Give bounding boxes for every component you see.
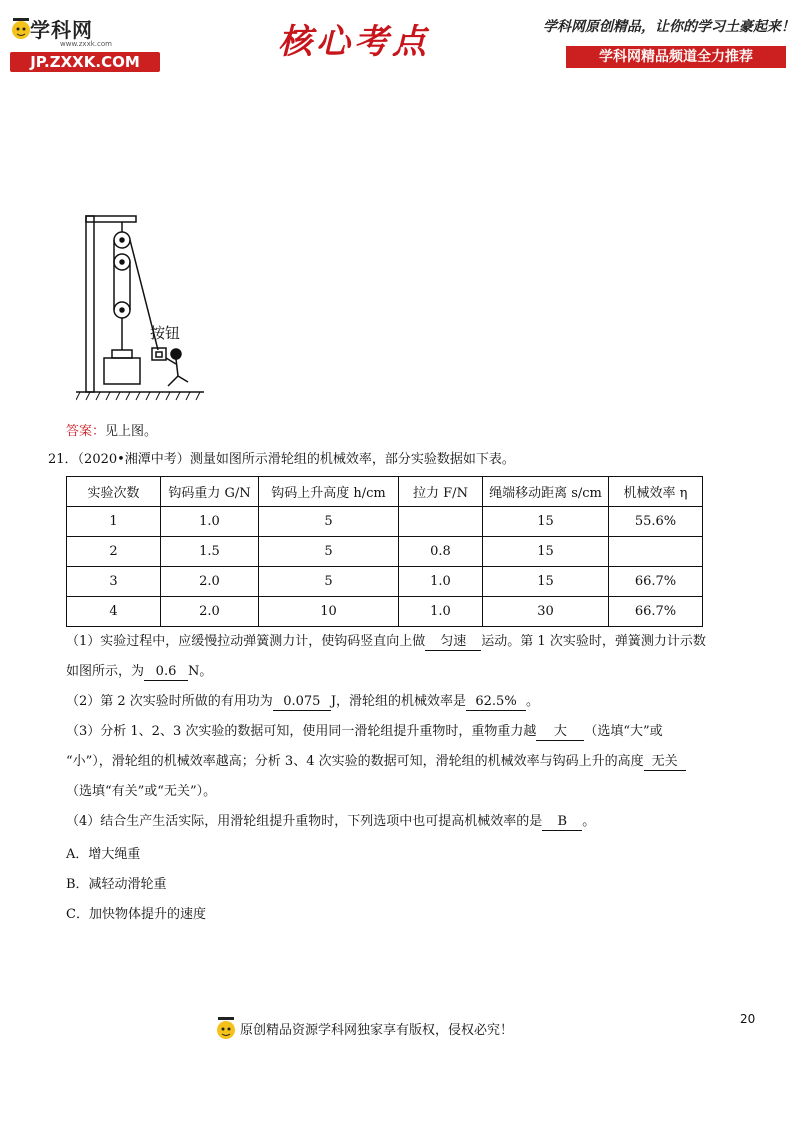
- table-header: 实验次数: [67, 477, 161, 507]
- answer-label: 答案：: [66, 424, 106, 439]
- table-cell: 1.0: [399, 567, 483, 597]
- logo-name: 学科网: [30, 18, 93, 42]
- question-text: 测量如图所示滑轮组的机械效率，部分实验数据如下表。: [189, 452, 515, 467]
- table-cell: [399, 507, 483, 537]
- table-cell: 15: [483, 537, 609, 567]
- table-cell: [609, 537, 703, 567]
- option-a: A．增大绳重: [66, 847, 141, 862]
- table-cell: 55.6%: [609, 507, 703, 537]
- part-text: 。: [526, 694, 540, 709]
- option-b: B．减轻动滑轮重: [66, 877, 167, 892]
- question-stem: [48, 451, 515, 469]
- footer-copyright: 原创精品资源学科网独家享有版权，侵权必究！: [240, 1023, 514, 1038]
- part-1-line-1: [66, 633, 706, 651]
- answer-text: 见上图。: [105, 424, 158, 439]
- part-text: 如图所示，为: [66, 664, 145, 679]
- pulley-diagram: [76, 210, 216, 408]
- option-c: C．加快物体提升的速度: [66, 907, 206, 922]
- table-cell: 1.5: [161, 537, 259, 567]
- table-cell: 5: [259, 507, 399, 537]
- table-cell: 4: [67, 597, 161, 627]
- part-2-line: [66, 693, 539, 711]
- answer-line: [66, 423, 157, 441]
- table-header: 机械效率 η: [609, 477, 703, 507]
- table-header: 拉力 F/N: [399, 477, 483, 507]
- table-header-row: [67, 477, 703, 507]
- header-title: 核心考点: [278, 22, 430, 62]
- part-text: 。: [582, 814, 596, 829]
- part-text: 运动。第 1 次实验时，弹簧测力计示数: [481, 634, 706, 649]
- answer-blank: 0.075: [273, 694, 331, 711]
- site-logo: [10, 14, 160, 72]
- table-cell: 10: [259, 597, 399, 627]
- part-text: （选填“有关”或“无关”）。: [66, 784, 217, 799]
- part-1-line-2: [66, 663, 212, 681]
- answer-blank: B: [542, 814, 582, 831]
- table-cell: 15: [483, 507, 609, 537]
- table-cell: 66.7%: [609, 567, 703, 597]
- part-text: （3）分析 1、2、3 次实验的数据可知，使用同一滑轮组提升重物时，重物重力越: [66, 724, 537, 739]
- table-cell: 3: [67, 567, 161, 597]
- question-source: （2020•湘潭中考）: [77, 452, 190, 467]
- table-cell: 1.0: [399, 597, 483, 627]
- table-cell: 5: [259, 537, 399, 567]
- part-3-line-2: [66, 753, 686, 771]
- answer-blank: 匀速: [425, 634, 481, 651]
- question-number: 21．: [48, 452, 78, 467]
- part-text: N。: [188, 664, 213, 679]
- answer-blank: 62.5%: [466, 694, 526, 711]
- part-4-line: [66, 813, 595, 831]
- table-row: [67, 597, 703, 627]
- header-slogan: 学科网原创精品，让你的学习土豪起来！: [543, 19, 795, 35]
- table-row: [67, 537, 703, 567]
- table-header: 钩码重力 G/N: [161, 477, 259, 507]
- data-table: [66, 476, 703, 627]
- table-header: 绳端移动距离 s/cm: [483, 477, 609, 507]
- table-cell: 2: [67, 537, 161, 567]
- logo-site: www.zxxk.com: [60, 40, 112, 48]
- part-text: （选填“大”或: [584, 724, 663, 739]
- table-cell: 30: [483, 597, 609, 627]
- table-cell: 0.8: [399, 537, 483, 567]
- table-row: [67, 567, 703, 597]
- button-label: 按钮: [150, 324, 181, 342]
- part-text: （4）结合生产生活实际，用滑轮组提升重物时，下列选项中也可提高机械效率的是: [66, 814, 543, 829]
- table-cell: 15: [483, 567, 609, 597]
- answer-blank: 大: [536, 724, 584, 741]
- page-number: 20: [740, 1012, 756, 1026]
- table-header: 钩码上升高度 h/cm: [259, 477, 399, 507]
- table-cell: 5: [259, 567, 399, 597]
- table-row: [67, 507, 703, 537]
- channel-banner: 学科网精品频道全力推荐: [566, 46, 786, 68]
- answer-blank: 无关: [644, 754, 686, 771]
- answer-blank: 0.6: [144, 664, 188, 681]
- logo-url[interactable]: JP.ZXXK.COM: [10, 52, 160, 72]
- table-cell: 1: [67, 507, 161, 537]
- part-3-line-1: [66, 723, 663, 741]
- table-cell: 1.0: [161, 507, 259, 537]
- table-cell: 2.0: [161, 597, 259, 627]
- part-text: （1）实验过程中，应缓慢拉动弹簧测力计，使钩码竖直向上做: [66, 634, 426, 649]
- pulley-figure: [76, 210, 216, 408]
- mascot-icon: [10, 14, 32, 48]
- mascot-icon: [214, 1012, 240, 1046]
- part-text: （2）第 2 次实验时所做的有用功为: [66, 694, 273, 709]
- table-cell: 2.0: [161, 567, 259, 597]
- part-text: J，滑轮组的机械效率是: [330, 694, 467, 709]
- table-cell: 66.7%: [609, 597, 703, 627]
- part-text: “小”），滑轮组的机械效率越高；分析 3、4 次实验的数据可知，滑轮组的机械效率与钩码上升的高度: [66, 754, 644, 769]
- part-3-line-3: [66, 783, 216, 801]
